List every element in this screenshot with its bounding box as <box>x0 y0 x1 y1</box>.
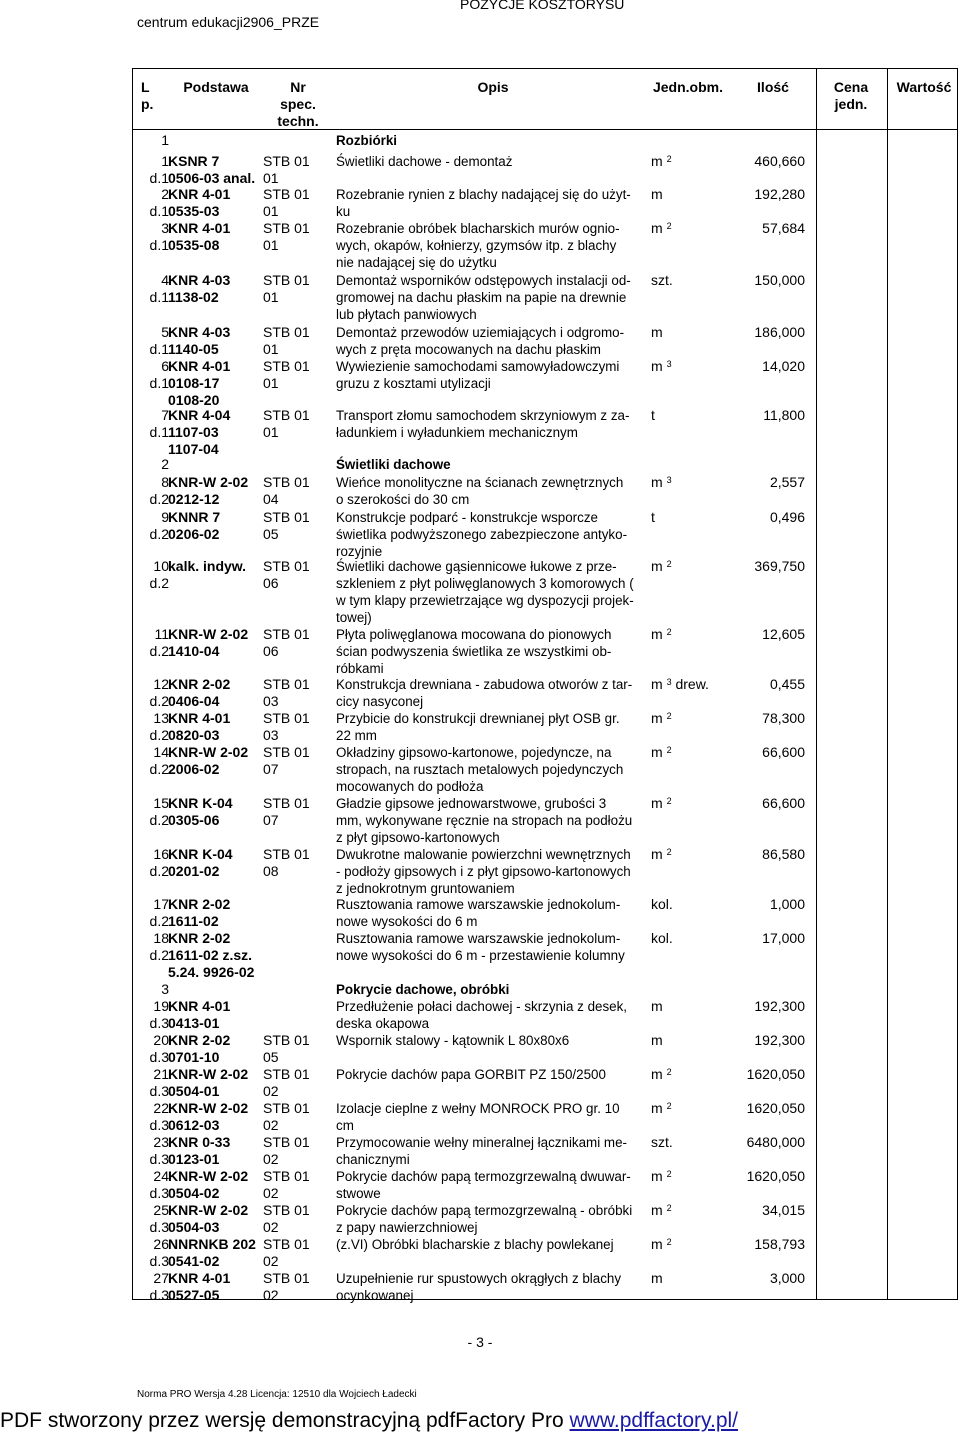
cell-opis: Pokrycie dachów papą termozgrzewalną dwuwar- stwowe <box>336 1169 631 1201</box>
cell-ilosc: 86,580 <box>762 846 805 862</box>
cell-jedn: m <box>651 998 663 1014</box>
cell-opis: Pokrycie dachowe, obróbki <box>336 982 510 997</box>
cell-jedn: m $^2$ <box>651 846 672 862</box>
cell-jedn: t <box>651 407 655 423</box>
cell-opis: Wywiezienie samochodami samowyładowczymi gruzu z kosztami utylizacji <box>336 359 620 391</box>
cell-lp: 9 d.2 <box>149 509 169 542</box>
cell-opis: Wspornik stalowy - kątownik L 80x80x6 <box>336 1033 570 1048</box>
cell-nr: STB 01 02 <box>263 1168 310 1201</box>
cell-opis: Płyta poliwęglanowa mocowana do pionowych ścian podwyszenia świetlika ze wszystkimi ob- róbkami <box>336 627 612 676</box>
cell-podstawa: KNR-W 2-02 0504-02 <box>168 1168 249 1201</box>
cell-podstawa: KNR 2-02 1611-02 z.sz. 5.24. 9926-02 <box>168 930 255 980</box>
cell-jedn: m <box>651 1270 663 1286</box>
cell-ilosc: 369,750 <box>754 558 805 574</box>
cell-podstawa: KNR K-04 0201-02 <box>168 846 233 879</box>
cell-ilosc: 192,300 <box>754 1032 805 1048</box>
cell-nr: STB 01 03 <box>263 710 310 743</box>
cell-nr: STB 01 07 <box>263 744 310 777</box>
cell-jedn: m $^3$ drew. <box>651 676 709 692</box>
cell-opis: Uzupełnienie rur spustowych okrągłych z blachy ocynkowanej <box>336 1271 622 1303</box>
cell-lp: 2 <box>161 456 169 472</box>
cell-ilosc: 1620,050 <box>746 1066 805 1082</box>
cell-lp: 6 d.1 <box>149 358 169 391</box>
col-header-nr: Nr spec. techn. <box>277 79 319 129</box>
cell-opis: Rozbiórki <box>336 133 398 148</box>
license-footer: Norma PRO Wersja 4.28 Licencja: 12510 dla Wojciech Ładecki <box>137 1389 417 1400</box>
cell-podstawa: KNR-W 2-02 2006-02 <box>168 744 249 777</box>
cell-ilosc: 1,000 <box>769 896 805 912</box>
cell-nr: STB 01 01 <box>263 324 310 357</box>
cell-nr: STB 01 01 <box>263 407 310 440</box>
cell-ilosc: 66,600 <box>762 795 805 811</box>
cell-podstawa: KNR 4-03 1138-02 <box>168 272 231 305</box>
cell-jedn: m $^2$ <box>651 1236 672 1252</box>
cell-jedn: m $^2$ <box>651 1168 672 1184</box>
cell-lp: 3 d.1 <box>149 220 169 253</box>
cell-nr: STB 01 05 <box>263 1032 310 1065</box>
cell-ilosc: 78,300 <box>762 710 805 726</box>
cell-opis: Demontaż wsporników odstępowych instalacji od- gromowej na dachu płaskim na papie na drewnie lub płytach panwiowych <box>336 273 631 322</box>
cell-opis: Wieńce monolityczne na ścianach zewnętrznych o szerokości do 30 cm <box>336 475 624 507</box>
page-number: - 3 - <box>467 1334 493 1350</box>
cell-opis: Izolacje cieplne z wełny MONROCK PRO gr. 10 cm <box>336 1101 620 1133</box>
cell-jedn: kol. <box>651 896 673 912</box>
cell-opis: Rozebranie obróbek blacharskich murów ognio- wych, okapów, kołnierzy, gzymsów itp. z blachy nie nadającej się do użytku <box>336 221 620 270</box>
cell-jedn: m $^2$ <box>651 626 672 642</box>
cell-ilosc: 12,605 <box>762 626 805 642</box>
cell-nr: STB 01 01 <box>263 220 310 253</box>
cell-jedn: m $^2$ <box>651 1100 672 1116</box>
cell-opis: Okładziny gipsowo-kartonowe, pojedyncze, na stropach, na rusztach metalowych pojedynczych mocowanych do podłoża <box>336 745 624 794</box>
cost-table <box>132 68 958 1303</box>
cell-ilosc: 57,684 <box>762 220 805 236</box>
cell-podstawa: KNR 4-01 0820-03 <box>168 710 231 743</box>
cell-opis: Rozebranie rynien z blachy nadającej się do użyt- ku <box>336 187 631 219</box>
cell-lp: 23 d.3 <box>149 1134 169 1167</box>
cell-jedn: szt. <box>651 272 673 288</box>
cell-podstawa: KNNR 7 0206-02 <box>168 509 221 542</box>
cell-podstawa: KNR 4-01 0535-03 <box>168 186 231 219</box>
cell-nr: STB 01 01 <box>263 186 310 219</box>
cell-jedn: szt. <box>651 1134 673 1150</box>
cell-opis: Transport złomu samochodem skrzyniowym z za- ładunkiem i wyładunkiem mechanicznym <box>336 408 630 440</box>
cell-opis: Gładzie gipsowe jednowarstwowe, grubości 3 mm, wykonywane ręcznie na stropach na podłożu z płyt gipsowo-kartonowych <box>336 796 633 845</box>
cell-nr: STB 01 02 <box>263 1202 310 1235</box>
cell-lp: 12 d.2 <box>149 676 169 709</box>
cell-nr: STB 01 02 <box>263 1236 310 1269</box>
col-header-ilosc: Ilość <box>757 79 789 95</box>
cell-podstawa: kalk. indyw. <box>168 558 247 574</box>
cell-jedn: m <box>651 324 663 340</box>
cell-ilosc: 192,280 <box>754 186 805 202</box>
cell-lp: 13 d.2 <box>149 710 169 743</box>
cell-jedn: m <box>651 186 663 202</box>
cell-opis: Demontaż przewodów uziemiających i odgromo- wych z pręta mocowanych na dachu płaskim <box>336 325 625 357</box>
cell-ilosc: 34,015 <box>762 1202 805 1218</box>
cell-jedn: m <box>651 1032 663 1048</box>
header-left: centrum edukacji2906_PRZE <box>137 14 320 30</box>
cell-nr: STB 01 05 <box>263 509 310 542</box>
cell-nr: STB 01 02 <box>263 1270 310 1303</box>
cell-lp: 14 d.2 <box>149 744 169 777</box>
cell-nr: STB 01 02 <box>263 1134 310 1167</box>
cell-lp: 18 d.2 <box>149 930 169 963</box>
cell-opis: (z.VI) Obróbki blacharskie z blachy powlekanej <box>336 1237 614 1252</box>
col-header-jedn: Jedn.obm. <box>652 79 723 95</box>
cell-jedn: m $^2$ <box>651 710 672 726</box>
cell-podstawa: KNR-W 2-02 1410-04 <box>168 626 249 659</box>
cell-jedn: t <box>651 509 655 525</box>
cell-ilosc: 186,000 <box>754 324 805 340</box>
cell-podstawa: KNR 2-02 0701-10 <box>168 1032 231 1065</box>
cell-podstawa: KNR 4-01 0108-17 0108-20 <box>168 358 231 408</box>
cell-lp: 4 d.1 <box>149 272 169 305</box>
cell-opis: Dwukrotne malowanie powierzchni wewnętrznych - podłoży gipsowych i z płyt gipsowo-kartonowych z jednokrotnym gruntowaniem <box>336 847 631 896</box>
cell-opis: Rusztowania ramowe warszawskie jednokolum- nowe wysokości do 6 m - przestawienie kolumny <box>336 931 625 963</box>
cell-jedn: kol. <box>651 930 673 946</box>
cell-jedn: m $^2$ <box>651 795 672 811</box>
cell-jedn: m $^2$ <box>651 1202 672 1218</box>
cell-podstawa: KSNR 7 0506-03 anal. <box>168 153 256 186</box>
cell-nr: STB 01 01 <box>263 358 310 391</box>
cell-nr: STB 01 02 <box>263 1066 310 1099</box>
cell-podstawa: KNR 2-02 0406-04 <box>168 676 231 709</box>
cell-opis: Przedłużenie połaci dachowej - skrzynia z desek, deska okapowa <box>336 999 628 1031</box>
cell-ilosc: 17,000 <box>762 930 805 946</box>
cell-lp: 15 d.2 <box>149 795 169 828</box>
cell-podstawa: KNR 4-03 1140-05 <box>168 324 231 357</box>
cell-opis: Świetliki dachowe gąsiennicowe łukowe z prze- szkleniem z płyt poliwęglanowych 3 komorowych ( w tym klapy przewietrzające wg dyspozycji projek- towej) <box>336 559 634 625</box>
cell-ilosc: 0,455 <box>769 676 805 692</box>
cell-lp: 7 d.1 <box>149 407 169 440</box>
cell-opis: Pokrycie dachów papa GORBIT PZ 150/2500 <box>336 1067 606 1082</box>
cell-ilosc: 3,000 <box>769 1270 805 1286</box>
cell-ilosc: 11,800 <box>763 407 805 423</box>
header-right: POZYCJE KOSZTORYSU <box>460 0 625 12</box>
pdf-banner-link[interactable]: www.pdffactory.pl/ <box>569 1409 739 1432</box>
col-header-lp: L p. <box>141 79 154 112</box>
cell-ilosc: 460,660 <box>754 153 805 169</box>
cell-ilosc: 0,496 <box>769 509 805 525</box>
cell-jedn: m $^2$ <box>651 1066 672 1082</box>
cell-podstawa: KNR 0-33 0123-01 <box>168 1134 231 1167</box>
cell-nr: STB 01 01 <box>263 153 310 186</box>
cell-opis: Konstrukcje podparć - konstrukcje wsporcze świetlika podwyższonego zabezpieczone antyko- rozyjnie <box>336 510 628 559</box>
cell-lp: 26 d.3 <box>149 1236 169 1269</box>
cell-lp: 11 d.2 <box>149 626 169 659</box>
col-header-opis: Opis <box>477 79 509 95</box>
cell-podstawa: KNR 4-04 1107-03 1107-04 <box>168 407 231 457</box>
col-header-cena: Cena jedn. <box>833 79 869 112</box>
cell-lp: 1 d.1 <box>149 153 169 186</box>
cell-podstawa: KNR-W 2-02 0212-12 <box>168 474 249 507</box>
pdf-banner-text: PDF stworzony przez wersję demonstracyjną pdfFactory Pro <box>0 1409 570 1432</box>
cell-lp: 21 d.3 <box>149 1066 169 1099</box>
cell-jedn: m $^3$ <box>651 358 672 374</box>
cell-opis: Rusztowania ramowe warszawskie jednokolum- nowe wysokości do 6 m <box>336 897 621 929</box>
col-divider <box>887 69 888 1299</box>
cell-jedn: m $^2$ <box>651 220 672 236</box>
cell-podstawa: KNR 2-02 1611-02 <box>168 896 231 929</box>
cell-opis: Przymocowanie wełny mineralnej łącznikami me- chanicznymi <box>336 1135 627 1167</box>
cell-opis: Konstrukcja drewniana - zabudowa otworów z tar- cicy nasyconej <box>336 677 633 709</box>
cell-podstawa: KNR 4-01 0413-01 <box>168 998 231 1031</box>
col-header-wartosc: Wartość <box>896 79 952 95</box>
cell-jedn: m $^2$ <box>651 558 672 574</box>
cell-nr: STB 01 08 <box>263 846 310 879</box>
cell-podstawa: KNR K-04 0305-06 <box>168 795 233 828</box>
cell-opis: Pokrycie dachów papą termozgrzewalną - obróbki z papy nawierzchniowej <box>336 1203 633 1235</box>
cell-lp: 5 d.1 <box>149 324 169 357</box>
col-divider <box>816 69 817 1299</box>
cell-nr: STB 01 06 <box>263 626 310 659</box>
cell-nr: STB 01 07 <box>263 795 310 828</box>
cell-nr: STB 01 03 <box>263 676 310 709</box>
cell-ilosc: 66,600 <box>762 744 805 760</box>
cell-nr: STB 01 04 <box>263 474 310 507</box>
cell-ilosc: 14,020 <box>762 358 805 374</box>
cell-nr: STB 01 06 <box>263 558 310 591</box>
cell-lp: 8 d.2 <box>149 474 169 507</box>
cell-opis: Przybicie do konstrukcji drewnianej płyt OSB gr. 22 mm <box>336 711 620 743</box>
cell-lp: 3 <box>161 981 169 997</box>
cell-lp: 20 d.3 <box>149 1032 169 1065</box>
cell-lp: 19 d.3 <box>149 998 169 1031</box>
cell-ilosc: 1620,050 <box>746 1168 805 1184</box>
cell-nr: STB 01 02 <box>263 1100 310 1133</box>
cell-lp: 27 d.3 <box>149 1270 169 1303</box>
cell-lp: 10 d.2 <box>149 558 169 591</box>
cell-lp: 2 d.1 <box>149 186 169 219</box>
cell-podstawa: KNR-W 2-02 0504-03 <box>168 1202 249 1235</box>
cell-lp: 1 <box>161 132 169 148</box>
cell-ilosc: 158,793 <box>754 1236 805 1252</box>
cell-podstawa: KNR-W 2-02 0612-03 <box>168 1100 249 1133</box>
cell-lp: 17 d.2 <box>149 896 169 929</box>
col-header-podstawa: Podstawa <box>183 79 249 95</box>
pdf-banner <box>0 1409 738 1433</box>
cell-nr: STB 01 01 <box>263 272 310 305</box>
cell-opis: Świetliki dachowe <box>336 457 451 472</box>
cell-podstawa: KNR 4-01 0527-05 <box>168 1270 231 1303</box>
cell-ilosc: 2,557 <box>769 474 805 490</box>
cell-lp: 25 d.3 <box>149 1202 169 1235</box>
cell-jedn: m $^2$ <box>651 744 672 760</box>
header-divider <box>133 129 957 130</box>
cell-podstawa: KNR 4-01 0535-08 <box>168 220 231 253</box>
cell-jedn: m $^2$ <box>651 153 672 169</box>
cell-lp: 22 d.3 <box>149 1100 169 1133</box>
cell-opis: Świetliki dachowe - demontaż <box>336 154 513 169</box>
cell-lp: 24 d.3 <box>149 1168 169 1201</box>
cell-podstawa: KNR-W 2-02 0504-01 <box>168 1066 249 1099</box>
cell-ilosc: 192,300 <box>754 998 805 1014</box>
cell-jedn: m $^3$ <box>651 474 672 490</box>
cell-podstawa: NNRNKB 202 0541-02 <box>168 1236 256 1269</box>
cell-ilosc: 1620,050 <box>746 1100 805 1116</box>
cell-ilosc: 6480,000 <box>746 1134 805 1150</box>
cell-ilosc: 150,000 <box>754 272 805 288</box>
cell-lp: 16 d.2 <box>149 846 169 879</box>
